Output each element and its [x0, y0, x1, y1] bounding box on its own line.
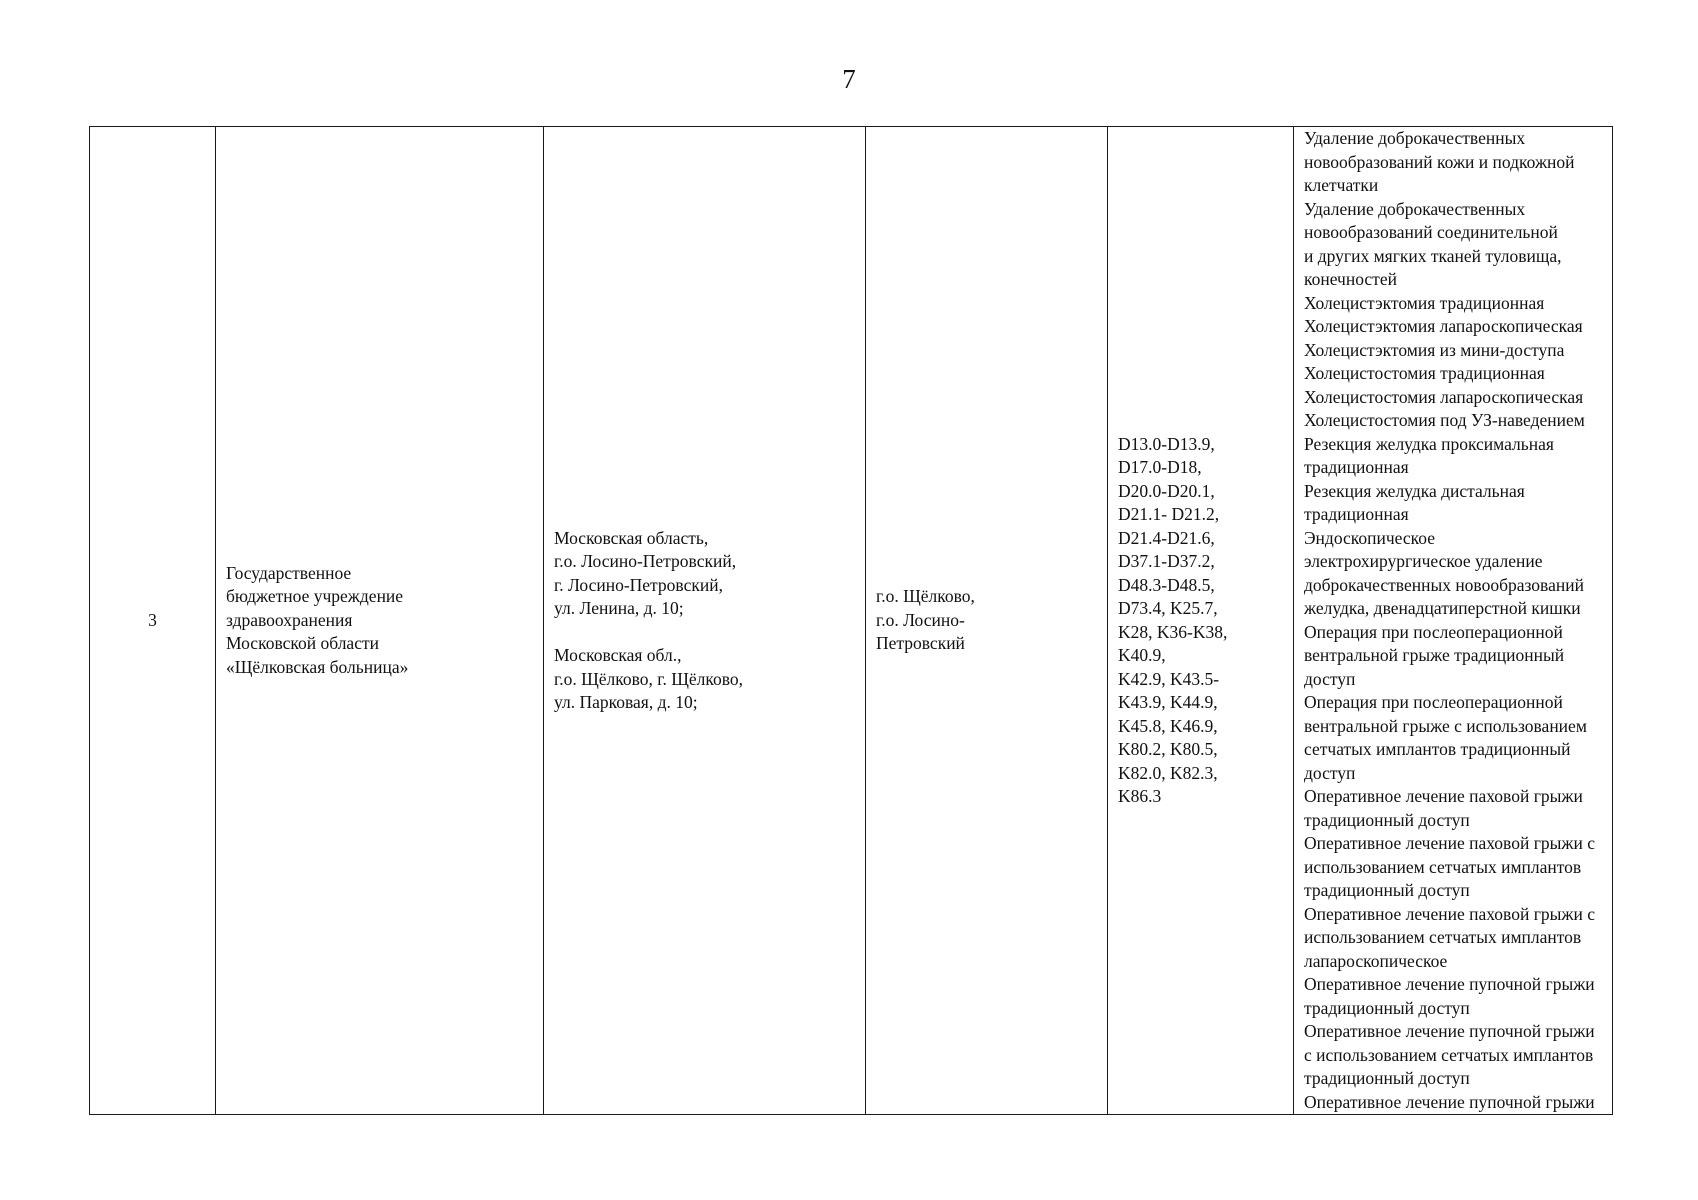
procedure-line: доступ — [1304, 668, 1356, 689]
procedure-line: с использованием сетчатых имплантов — [1304, 1044, 1594, 1065]
institution-line: Государственное — [226, 562, 352, 583]
code-line: K86.3 — [1118, 786, 1162, 806]
institution-line: Московской области — [226, 633, 379, 654]
institution-line: «Щёлковская больница» — [226, 656, 409, 677]
procedure-line: Холецистостомия под УЗ-наведением — [1304, 410, 1585, 430]
procedure-line: конечностей — [1304, 269, 1397, 289]
code-line: K28, K36-K38, — [1118, 621, 1228, 642]
row-number: 3 — [148, 609, 157, 630]
procedure-line: новообразований соединительной — [1304, 222, 1558, 242]
procedure-line: доброкачественных новообразований — [1304, 574, 1584, 595]
address-line: Московская обл., — [554, 645, 682, 665]
code-line: D13.0-D13.9, — [1118, 433, 1215, 454]
procedure-line: сетчатых имплантов традиционный — [1304, 739, 1571, 759]
district-line: Петровский — [876, 633, 965, 654]
procedure-line: лапароскопическое — [1304, 950, 1448, 971]
address-spacer — [554, 621, 855, 645]
code-line: K45.8, K46.9, — [1118, 715, 1218, 736]
address-line: Московская область, — [554, 527, 709, 548]
procedure-line: Удаление доброкачественных — [1304, 128, 1526, 148]
procedure-line: вентральной грыже с использованием — [1304, 715, 1587, 736]
address-cell — [544, 127, 866, 1115]
procedure-line: Операция при послеоперационной — [1304, 692, 1563, 712]
institution-line: бюджетное учреждение — [226, 586, 404, 607]
address-line: г.о. Щёлково, г. Щёлково, — [554, 668, 743, 689]
procedure-line: Холецистэктомия из мини-доступа — [1304, 339, 1565, 360]
document-table — [89, 126, 1613, 1115]
procedure-line: традиционный доступ — [1304, 880, 1470, 900]
procedure-line: использованием сетчатых имплантов — [1304, 927, 1582, 947]
procedure-line: Оперативное лечение паховой грыжи с — [1304, 833, 1595, 853]
address-line: г.о. Лосино-Петровский, — [554, 551, 737, 571]
district-line: г.о. Лосино- — [876, 609, 965, 630]
district-line: г.о. Щёлково, — [876, 586, 975, 607]
institution-line: здравоохранения — [226, 609, 353, 630]
procedure-line: Холецистэктомия лапароскопическая — [1304, 316, 1583, 336]
procedure-line: Резекция желудка дистальная — [1304, 480, 1525, 501]
procedure-line: и других мягких тканей туловища, — [1304, 245, 1562, 266]
procedure-line: Операция при послеоперационной — [1304, 621, 1563, 642]
district-cell — [866, 127, 1108, 1115]
procedure-line: желудка, двенадцатиперстной кишки — [1304, 598, 1581, 618]
procedure-line: электрохирургическое удаление — [1304, 551, 1543, 571]
procedure-line: Эндоскопическое — [1304, 527, 1435, 548]
procedure-line: Удаление доброкачественных — [1304, 198, 1526, 219]
procedure-line: традиционный доступ — [1304, 1068, 1470, 1088]
procedure-line: вентральной грыже традиционный — [1304, 645, 1565, 665]
address-line: ул. Парковая, д. 10; — [554, 692, 698, 712]
table-row — [90, 127, 1613, 1115]
code-line: D21.1- D21.2, — [1118, 504, 1220, 524]
procedure-line: Холецистостомия лапароскопическая — [1304, 386, 1584, 407]
procedure-line: Оперативное лечение пупочной грыжи — [1304, 1091, 1595, 1112]
code-line: D21.4-D21.6, — [1118, 527, 1215, 548]
procedure-line: традиционная — [1304, 504, 1409, 524]
procedure-line: традиционный доступ — [1304, 997, 1470, 1018]
procedure-line: использованием сетчатых имплантов — [1304, 856, 1582, 877]
procedures-cell — [1294, 127, 1613, 1115]
procedure-line: клетчатки — [1304, 175, 1379, 195]
code-line: D73.4, K25.7, — [1118, 598, 1218, 618]
procedure-line: Резекция желудка проксимальная — [1304, 433, 1554, 454]
code-line: K43.9, K44.9, — [1118, 692, 1218, 712]
address-line: ул. Ленина, д. 10; — [554, 598, 684, 618]
procedure-line: Оперативное лечение пупочной грыжи — [1304, 974, 1595, 994]
procedure-line: доступ — [1304, 762, 1356, 783]
procedure-line: новообразований кожи и подкожной — [1304, 151, 1575, 172]
page-number: 7 — [842, 64, 856, 94]
code-line: D48.3-D48.5, — [1118, 574, 1215, 595]
procedure-line: Оперативное лечение пупочной грыжи — [1304, 1021, 1595, 1041]
institution-cell — [216, 127, 544, 1115]
code-line: K40.9, — [1118, 645, 1166, 665]
address-block — [554, 644, 855, 715]
address-line: г. Лосино-Петровский, — [554, 574, 723, 595]
procedure-line: Оперативное лечение паховой грыжи — [1304, 786, 1583, 806]
code-line: D20.0-D20.1, — [1118, 480, 1215, 501]
procedure-line: традиционный доступ — [1304, 809, 1470, 830]
procedure-line: Холецистэктомия традиционная — [1304, 292, 1545, 313]
codes-cell — [1108, 127, 1294, 1115]
code-line: K82.0, K82.3, — [1118, 762, 1218, 783]
row-number-cell — [90, 127, 216, 1115]
code-line: D37.1-D37.2, — [1118, 551, 1215, 571]
procedure-line: Холецистостомия традиционная — [1304, 363, 1545, 383]
code-line: K42.9, K43.5- — [1118, 668, 1220, 689]
address-block — [554, 527, 855, 621]
procedure-line: традиционная — [1304, 457, 1409, 477]
procedure-line: Оперативное лечение паховой грыжи с — [1304, 903, 1595, 924]
code-line: K80.2, K80.5, — [1118, 739, 1218, 759]
code-line: D17.0-D18, — [1118, 457, 1202, 477]
